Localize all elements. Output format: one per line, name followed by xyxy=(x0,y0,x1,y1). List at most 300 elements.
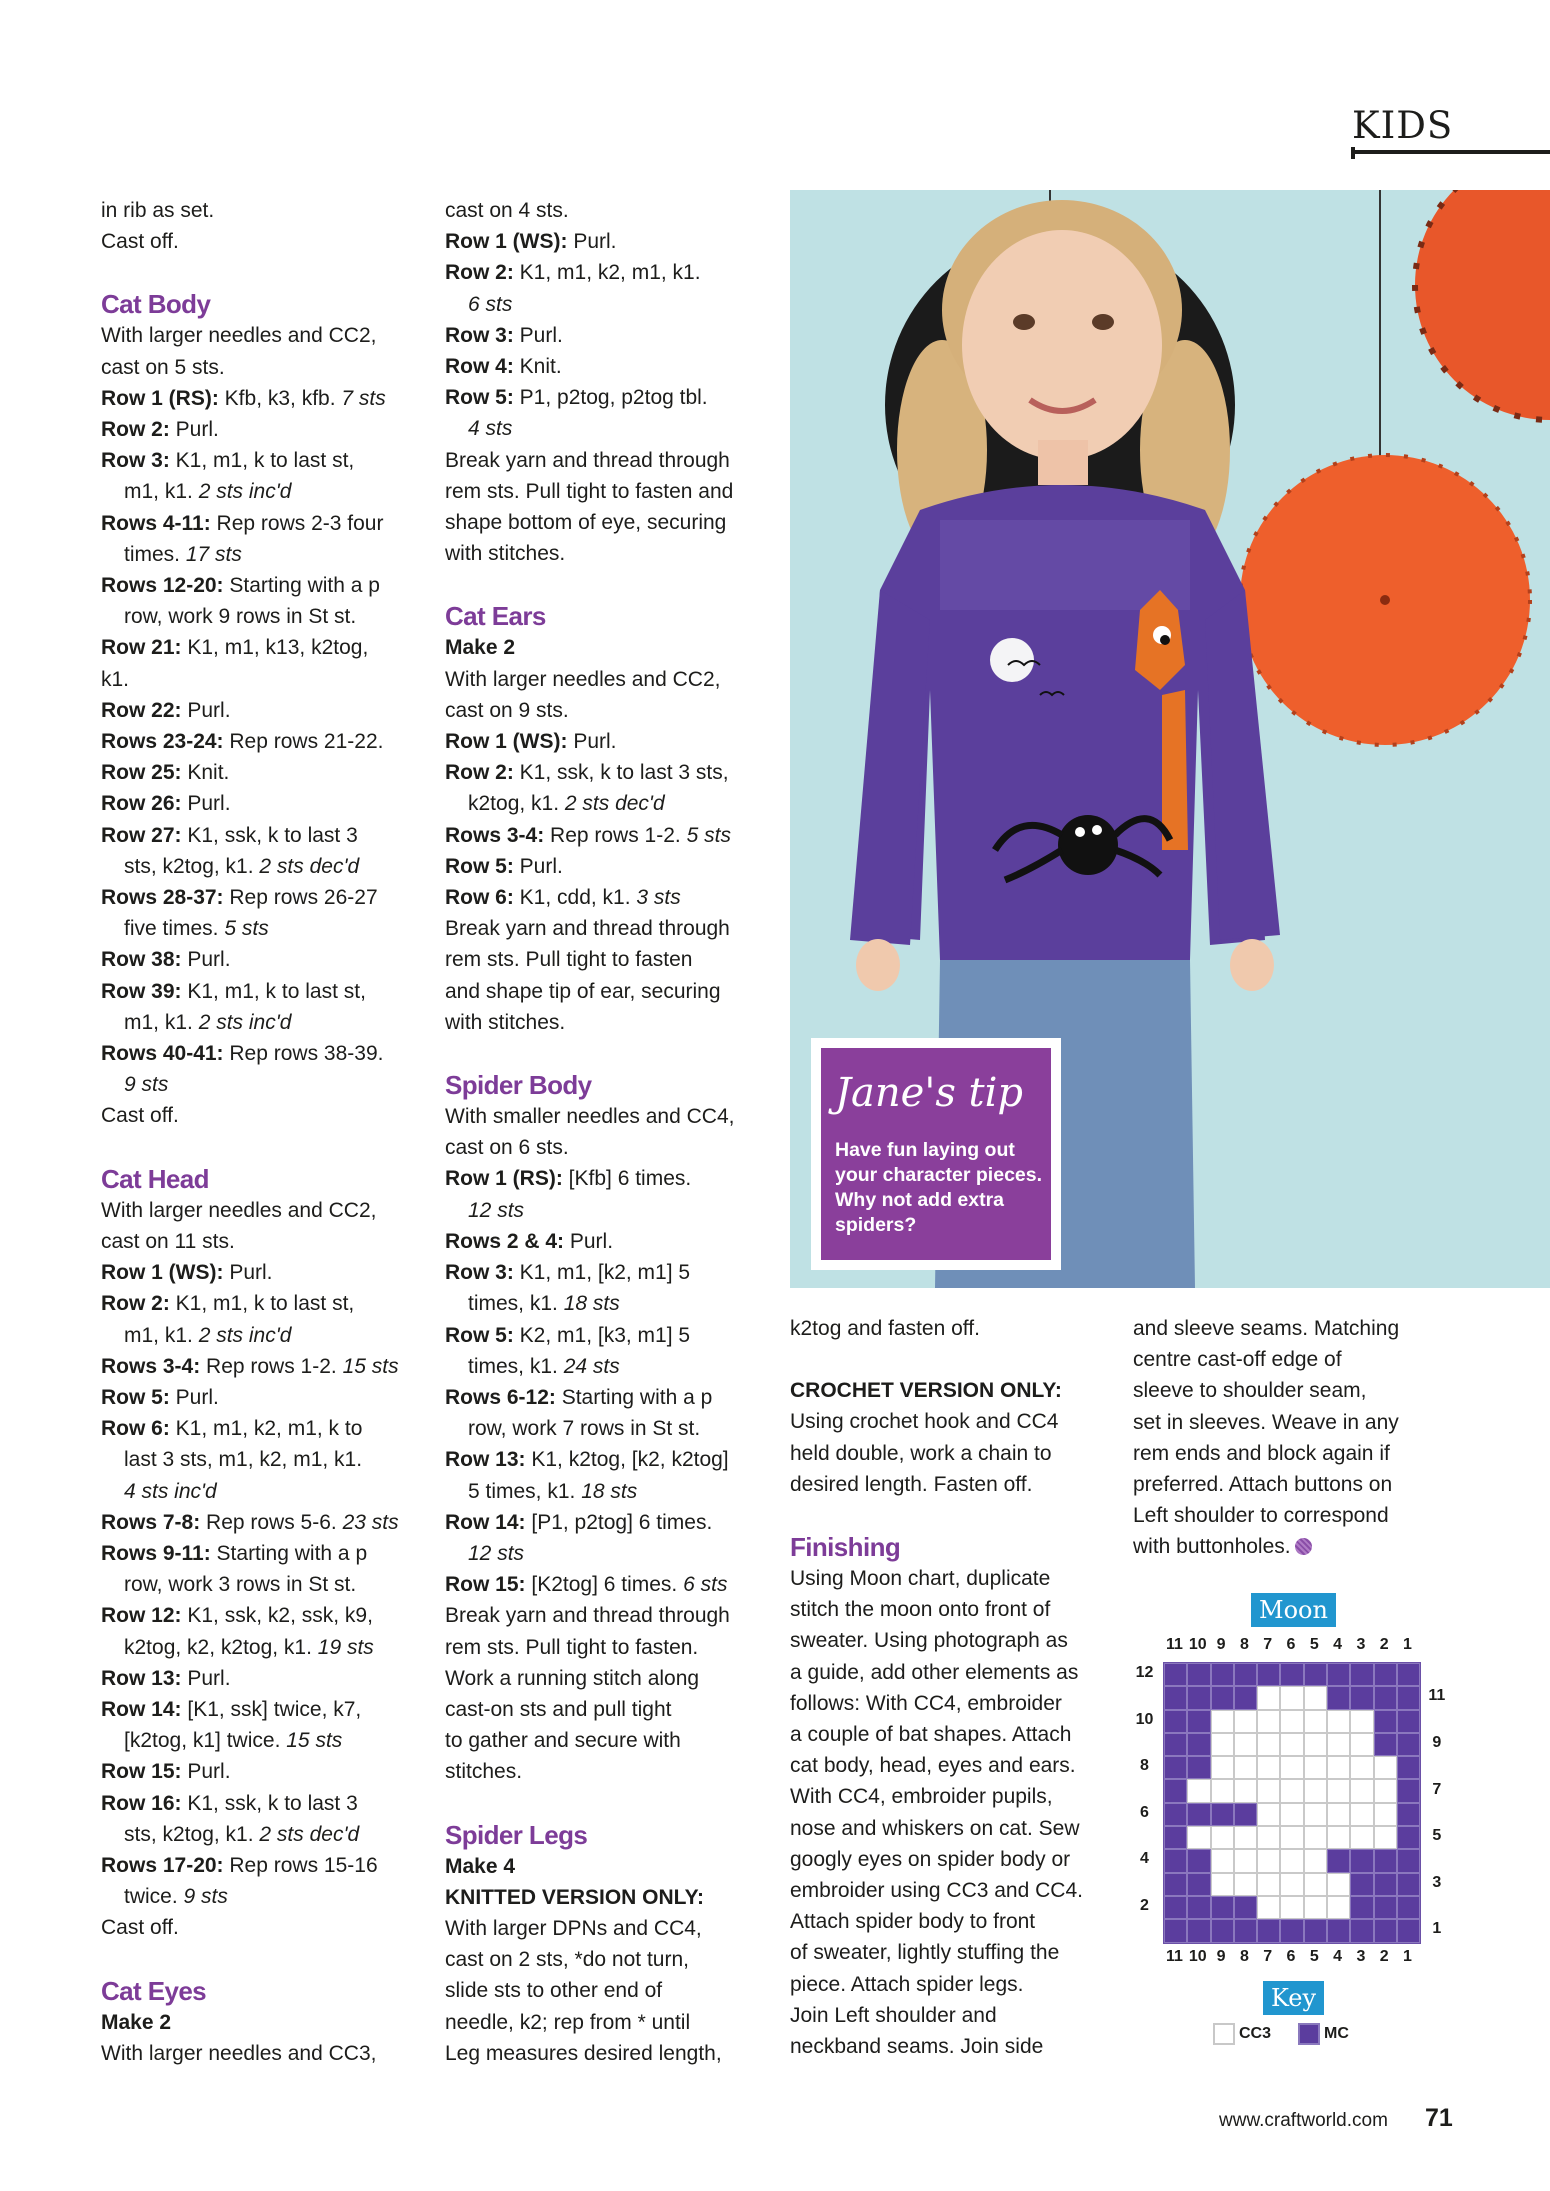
instruction-line xyxy=(790,2000,1120,2031)
row-label: Row 3: xyxy=(445,323,520,347)
chart-cell-r10-c8 xyxy=(1234,1710,1257,1733)
instruction-line xyxy=(101,352,421,383)
chart-cell-r10-c6 xyxy=(1280,1710,1303,1733)
face xyxy=(962,230,1162,460)
instruction-line xyxy=(445,1382,775,1413)
instruction-line xyxy=(101,1788,421,1819)
instruction-text: cat body, head, eyes and ears. xyxy=(790,1754,1076,1778)
section-rule-tick xyxy=(1351,147,1355,159)
instruction-line xyxy=(445,1975,775,2006)
column-4 xyxy=(1133,1313,1453,1563)
chart-cell-r7-c3 xyxy=(1350,1779,1373,1802)
chart-cell-r10-c11 xyxy=(1164,1710,1187,1733)
instruction-line xyxy=(101,1007,421,1038)
instruction-text: Purl. xyxy=(573,230,617,254)
row-label: Row 16: xyxy=(101,1791,188,1815)
tip-panel xyxy=(821,1048,1051,1260)
chart-cell-r1-c10 xyxy=(1187,1919,1210,1942)
chart-cell-r6-c8 xyxy=(1234,1803,1257,1826)
instruction-line xyxy=(445,2038,775,2069)
instruction-text: K1, ssk, k to last 3 xyxy=(187,823,358,847)
instruction-line xyxy=(101,1288,421,1319)
chart-cell-r9-c9 xyxy=(1211,1733,1234,1756)
stitch-count: 18 sts xyxy=(581,1479,638,1503)
instruction-line xyxy=(445,1444,775,1475)
chart-cell-r12-c4 xyxy=(1327,1663,1350,1686)
instruction-line xyxy=(445,476,775,507)
row-label: Row 5: xyxy=(445,386,520,410)
instruction-text: times, k1. xyxy=(468,1292,564,1316)
stitch-count: 7 sts xyxy=(341,386,386,410)
instruction-text: rem sts. Pull tight to fasten. xyxy=(445,1635,699,1659)
chart-cell-r8-c11 xyxy=(1164,1756,1187,1779)
instruction-line xyxy=(445,195,775,226)
instruction-text: shape bottom of eye, securing xyxy=(445,511,727,535)
row-label-right: 11 xyxy=(1428,1687,1446,1705)
instruction-line xyxy=(445,1600,775,1631)
row-label: Row 2: xyxy=(445,761,520,785)
instruction-text: sleeve to shoulder seam, xyxy=(1133,1379,1367,1403)
chart-cell-r4-c11 xyxy=(1164,1849,1187,1872)
column-label-top: 11 xyxy=(1166,1636,1183,1653)
instruction-line xyxy=(445,289,775,320)
row-label-right: 9 xyxy=(1432,1733,1442,1751)
instruction-text: m1, k1. xyxy=(124,1010,199,1034)
instruction-line xyxy=(101,1756,421,1787)
row-label: Row 3: xyxy=(445,1261,520,1285)
stitch-count: 2 sts inc'd xyxy=(198,1010,292,1034)
chart-cell-r1-c5 xyxy=(1304,1919,1327,1942)
row-label: Row 2: xyxy=(101,418,176,442)
row-label: Row 4: xyxy=(445,355,520,379)
instruction-text: Purl. xyxy=(187,948,231,972)
column-label-bottom: 7 xyxy=(1263,1947,1273,1965)
chart-cell-r7-c4 xyxy=(1327,1779,1350,1802)
instruction-line xyxy=(445,1632,775,1663)
chart-cell-r8-c6 xyxy=(1280,1756,1303,1779)
instruction-text: follows: With CC4, embroider xyxy=(790,1691,1062,1715)
instruction-text: [Kfb] 6 times. xyxy=(568,1167,692,1191)
instruction-line xyxy=(101,1725,421,1756)
tip-body: Have fun laying out your character pieces. Why not add extra spiders? xyxy=(835,1139,1043,1236)
right-eye xyxy=(1092,314,1114,330)
column-label-top: 10 xyxy=(1188,1636,1207,1653)
section-heading: Cat Body xyxy=(101,289,211,320)
instruction-text: Rep rows 38-39. xyxy=(229,1042,384,1066)
instruction-text: With larger needles and CC3, xyxy=(101,2041,377,2065)
chart-cell-r1-c8 xyxy=(1234,1919,1257,1942)
chart-cell-r2-c2 xyxy=(1374,1896,1397,1919)
chart-cell-r3-c1 xyxy=(1397,1873,1420,1896)
instruction-line xyxy=(445,226,775,257)
row-label-left: 6 xyxy=(1140,1803,1149,1821)
instruction-text: cast on 2 sts, *do not turn, xyxy=(445,1948,689,1972)
instruction-text: set in sleeves. Weave in any xyxy=(1133,1410,1399,1434)
instruction-line xyxy=(445,1226,775,1257)
chart-cell-r3-c7 xyxy=(1257,1873,1280,1896)
instruction-text: Purl. xyxy=(187,698,231,722)
row-label: Rows 28-37: xyxy=(101,886,230,910)
chart-cell-r7-c10 xyxy=(1187,1779,1210,1802)
instruction-line xyxy=(445,1944,775,1975)
chart-cell-r5-c10 xyxy=(1187,1826,1210,1849)
instruction-line xyxy=(445,1163,775,1194)
row-label-left: 8 xyxy=(1140,1757,1149,1775)
instruction-line xyxy=(445,1288,775,1319)
chart-cell-r12-c3 xyxy=(1350,1663,1373,1686)
instruction-line xyxy=(790,1594,1120,1625)
instruction-text: With larger needles and CC2, xyxy=(101,324,377,348)
instruction-text: K1, m1, [k2, m1] 5 xyxy=(519,1261,691,1285)
chart-cell-r9-c10 xyxy=(1187,1733,1210,1756)
instruction-text: Purl. xyxy=(573,730,617,754)
row-label: Row 2: xyxy=(101,1292,176,1316)
chart-cell-r2-c6 xyxy=(1280,1896,1303,1919)
chart-cell-r5-c5 xyxy=(1304,1826,1327,1849)
stitch-count: 12 sts xyxy=(468,1541,525,1565)
chart-cell-r4-c5 xyxy=(1304,1849,1327,1872)
instruction-text: embroider using CC3 and CC4. xyxy=(790,1879,1083,1903)
chart-cell-r9-c2 xyxy=(1374,1733,1397,1756)
instruction-line xyxy=(790,1688,1120,1719)
stitch-count: 19 sts xyxy=(317,1635,374,1659)
row-label-left: 10 xyxy=(1135,1710,1154,1728)
row-label-right: 3 xyxy=(1432,1873,1442,1891)
tip-title: Jane's tip xyxy=(835,1070,1024,1116)
instruction-text: nose and whiskers on cat. Sew xyxy=(790,1816,1080,1840)
chart-cell-r5-c4 xyxy=(1327,1826,1350,1849)
instruction-line xyxy=(101,508,421,539)
instruction-line xyxy=(445,320,775,351)
chart-cell-r3-c11 xyxy=(1164,1873,1187,1896)
row-label-left: 12 xyxy=(1135,1664,1154,1681)
instruction-line xyxy=(445,695,775,726)
column-label-bottom: 5 xyxy=(1309,1947,1319,1965)
chart-cell-r12-c9 xyxy=(1211,1663,1234,1686)
instruction-text: Attach spider body to front xyxy=(790,1910,1036,1934)
chart-cell-r7-c11 xyxy=(1164,1779,1187,1802)
instruction-line xyxy=(445,664,775,695)
section-heading: Cat Eyes xyxy=(101,1975,207,2006)
instruction-text: K1, ssk, k2, ssk, k9, xyxy=(187,1604,373,1628)
row-label: Row 21: xyxy=(101,636,188,660)
instruction-text: Break yarn and thread through xyxy=(445,917,730,941)
instruction-text: Knit. xyxy=(187,761,230,785)
instruction-text: held double, work a chain to xyxy=(790,1441,1052,1465)
orange-paper-fan-middle xyxy=(1240,455,1530,745)
instruction-text: Rep rows 5-6. xyxy=(206,1510,343,1534)
chart-cell-r4-c8 xyxy=(1234,1849,1257,1872)
instruction-line xyxy=(1133,1375,1453,1406)
instruction-text: [K2tog] 6 times. xyxy=(531,1573,684,1597)
row-label: Row 38: xyxy=(101,948,188,972)
instruction-line xyxy=(101,414,421,445)
legend-item-mc xyxy=(1298,2023,1349,2045)
instruction-text: a couple of bat shapes. Attach xyxy=(790,1723,1072,1747)
instruction-line xyxy=(1133,1407,1453,1438)
instruction-text: Join Left shoulder and xyxy=(790,2003,997,2027)
chart-cell-r1-c7 xyxy=(1257,1919,1280,1942)
chart-cell-r3-c9 xyxy=(1211,1873,1234,1896)
instruction-text: with buttonholes. xyxy=(1133,1535,1291,1559)
instruction-text: twice. xyxy=(124,1885,184,1909)
instruction-line xyxy=(101,1881,421,1912)
chart-cell-r3-c3 xyxy=(1350,1873,1373,1896)
instruction-line xyxy=(790,1969,1120,2000)
chart-cell-r9-c3 xyxy=(1350,1733,1373,1756)
stitch-count: 9 sts xyxy=(183,1885,228,1909)
row-label: Row 2: xyxy=(445,261,520,285)
chart-cell-r3-c10 xyxy=(1187,1873,1210,1896)
row-label: Row 1 (WS): xyxy=(101,1261,230,1285)
column-2 xyxy=(445,195,775,2069)
instruction-line xyxy=(101,1100,421,1131)
chart-cell-r9-c7 xyxy=(1257,1733,1280,1756)
chart-cell-r5-c2 xyxy=(1374,1826,1397,1849)
instruction-text: stitch the moon onto front of xyxy=(790,1598,1051,1622)
chart-cell-r12-c1 xyxy=(1397,1663,1420,1686)
instruction-text: desired length. Fasten off. xyxy=(790,1472,1033,1496)
chart-cell-r1-c9 xyxy=(1211,1919,1234,1942)
chart-cell-r3-c6 xyxy=(1280,1873,1303,1896)
chart-cell-r7-c8 xyxy=(1234,1779,1257,1802)
instruction-line xyxy=(445,1725,775,1756)
instruction-line xyxy=(1133,1500,1453,1531)
instruction-text: last 3 sts, m1, k2, m1, k1. xyxy=(124,1448,363,1472)
instruction-line xyxy=(445,1851,775,1882)
yarn-ball-icon xyxy=(1295,1538,1312,1555)
instruction-text: and sleeve seams. Matching xyxy=(1133,1317,1400,1340)
chart-cell-r5-c11 xyxy=(1164,1826,1187,1849)
instruction-text: Leg measures desired length, xyxy=(445,2041,722,2065)
stitch-count: 2 sts dec'd xyxy=(259,854,360,878)
instruction-line xyxy=(445,1320,775,1351)
footer-url[interactable]: www.craftworld.com xyxy=(1219,2110,1388,2131)
instruction-line xyxy=(790,1438,1120,1469)
instruction-line xyxy=(445,1882,775,1913)
instruction-line xyxy=(101,1069,421,1100)
instruction-line xyxy=(101,1476,421,1507)
instruction-line xyxy=(101,1538,421,1569)
chart-cell-r6-c3 xyxy=(1350,1803,1373,1826)
instruction-text: Purl. xyxy=(175,418,219,442)
instruction-text: of sweater, lightly stuffing the xyxy=(790,1941,1060,1965)
instruction-line xyxy=(790,1781,1120,1812)
instruction-line xyxy=(445,351,775,382)
instruction-text: Rep rows 26-27 xyxy=(229,886,378,910)
chart-cell-r8-c8 xyxy=(1234,1756,1257,1779)
stitch-count: 6 sts xyxy=(468,292,513,316)
chart-cell-r7-c2 xyxy=(1374,1779,1397,1802)
stitch-count: 2 sts inc'd xyxy=(198,1323,292,1347)
chart-cell-r11-c11 xyxy=(1164,1686,1187,1709)
instruction-line xyxy=(790,1906,1120,1937)
instruction-line xyxy=(101,851,421,882)
chart-cell-r3-c4 xyxy=(1327,1873,1350,1896)
chart-cell-r5-c3 xyxy=(1350,1826,1373,1849)
chart-cell-r12-c11 xyxy=(1164,1663,1187,1686)
section-heading: Cat Head xyxy=(101,1163,209,1194)
instruction-line xyxy=(101,1257,421,1288)
sweater-yoke-shading xyxy=(940,520,1190,610)
instruction-text: K1, m1, k to last st, xyxy=(187,979,366,1003)
instruction-line xyxy=(445,1351,775,1382)
instruction-line xyxy=(101,1195,421,1226)
instruction-text: needle, k2; rep from * until xyxy=(445,2010,691,2034)
instruction-line xyxy=(101,226,421,257)
row-label: Rows 7-8: xyxy=(101,1510,207,1534)
chart-cell-r2-c10 xyxy=(1187,1896,1210,1919)
chart-cell-r11-c3 xyxy=(1350,1686,1373,1709)
instruction-text: to gather and secure with xyxy=(445,1729,681,1753)
column-label-top: 4 xyxy=(1333,1636,1343,1653)
stitch-count: 9 sts xyxy=(124,1073,169,1097)
stitch-count: 5 sts xyxy=(686,823,731,847)
instruction-text: [P1, p2tog] 6 times. xyxy=(531,1510,713,1534)
instruction-text: Starting with a p xyxy=(216,1541,368,1565)
instruction-line xyxy=(445,976,775,1007)
stitch-count: 5 sts xyxy=(224,917,269,941)
legend-label: CC3 xyxy=(1239,2025,1272,2042)
chart-cell-r6-c11 xyxy=(1164,1803,1187,1826)
stitch-count: 2 sts dec'd xyxy=(259,1822,360,1846)
left-hand xyxy=(856,939,900,991)
instruction-text: Using Moon chart, duplicate xyxy=(790,1567,1051,1591)
instruction-line xyxy=(445,1913,775,1944)
page-number: 71 xyxy=(1425,2104,1453,2132)
instruction-line xyxy=(790,1719,1120,1750)
instruction-text: [k2tog, k1] twice. xyxy=(124,1729,287,1753)
chart-cell-r8-c10 xyxy=(1187,1756,1210,1779)
section-heading: Cat Ears xyxy=(445,601,546,632)
chart-cell-r1-c11 xyxy=(1164,1919,1187,1942)
instruction-text: [K1, ssk] twice, k7, xyxy=(187,1697,362,1721)
chart-cell-r12-c7 xyxy=(1257,1663,1280,1686)
instruction-line xyxy=(445,913,775,944)
instruction-text: cast on 5 sts. xyxy=(101,355,225,379)
legend-item-cc3 xyxy=(1213,2023,1271,2045)
instruction-line xyxy=(101,570,421,601)
row-label: Rows 3-4: xyxy=(101,1354,207,1378)
instruction-line xyxy=(1133,1313,1453,1344)
chart-cell-r11-c9 xyxy=(1211,1686,1234,1709)
instruction-line xyxy=(445,820,775,851)
chart-cell-r11-c4 xyxy=(1327,1686,1350,1709)
instruction-line xyxy=(790,1469,1120,1500)
instruction-line xyxy=(445,1476,775,1507)
chart-cell-r6-c2 xyxy=(1374,1803,1397,1826)
row-label-left: 4 xyxy=(1140,1850,1149,1868)
legend-swatch-cc3 xyxy=(1213,2023,1235,2045)
chart-cell-r5-c7 xyxy=(1257,1826,1280,1849)
chart-cell-r11-c10 xyxy=(1187,1686,1210,1709)
instruction-line xyxy=(445,726,775,757)
instruction-text: sts, k2tog, k1. xyxy=(124,1822,260,1846)
instruction-line xyxy=(790,1937,1120,1968)
stitch-count: 2 sts inc'd xyxy=(198,480,292,504)
row-label-left: 2 xyxy=(1140,1897,1149,1914)
instruction-text: cast on 11 sts. xyxy=(101,1229,235,1253)
chart-cell-r10-c2 xyxy=(1374,1710,1397,1733)
column-label-bottom: 1 xyxy=(1403,1947,1412,1965)
instruction-line xyxy=(445,788,775,819)
instruction-line xyxy=(445,1132,775,1163)
instruction-line xyxy=(445,1663,775,1694)
instruction-line xyxy=(101,695,421,726)
instruction-line xyxy=(101,445,421,476)
instruction-line xyxy=(101,195,421,226)
column-label-bottom: 11 xyxy=(1166,1947,1183,1965)
instruction-line xyxy=(445,413,775,444)
instruction-line xyxy=(101,539,421,570)
instruction-line xyxy=(790,1563,1120,1594)
row-label: Row 26: xyxy=(101,792,188,816)
chart-cell-r12-c2 xyxy=(1374,1663,1397,1686)
instruction-line xyxy=(101,820,421,851)
chart-cell-r2-c5 xyxy=(1304,1896,1327,1919)
instruction-line xyxy=(101,1912,421,1943)
row-label: Row 6: xyxy=(445,886,520,910)
column-label-top: 3 xyxy=(1356,1636,1366,1653)
instruction-text: Purl. xyxy=(229,1261,273,1285)
instruction-text: k2tog, k1. xyxy=(468,792,565,816)
chart-cell-r5-c8 xyxy=(1234,1826,1257,1849)
instruction-text: with stitches. xyxy=(445,1010,566,1034)
chart-cell-r7-c7 xyxy=(1257,1779,1280,1802)
instruction-text: Break yarn and thread through xyxy=(445,448,730,472)
instruction-text: a guide, add other elements as xyxy=(790,1660,1079,1684)
instruction-line xyxy=(445,1756,775,1787)
row-label: Row 13: xyxy=(101,1666,188,1690)
stitch-count: 15 sts xyxy=(286,1729,343,1753)
instruction-text: cast on 4 sts. xyxy=(445,199,569,222)
instruction-line xyxy=(101,1226,421,1257)
instruction-text: with stitches. xyxy=(445,542,566,566)
legend-swatch-mc xyxy=(1298,2023,1320,2045)
instruction-line xyxy=(101,1351,421,1382)
chart-cell-r6-c4 xyxy=(1327,1803,1350,1826)
chart-cell-r11-c5 xyxy=(1304,1686,1327,1709)
chart-cell-r3-c5 xyxy=(1304,1873,1327,1896)
column-label-top: 8 xyxy=(1239,1636,1249,1653)
instruction-line xyxy=(445,757,775,788)
instruction-text: With smaller needles and CC4, xyxy=(445,1105,735,1129)
left-eye xyxy=(1013,314,1035,330)
column-3 xyxy=(790,1313,1120,2062)
instruction-text: K1, ssk, k to last 3 sts, xyxy=(519,761,729,785)
instruction-text: Starting with a p xyxy=(561,1385,713,1409)
instruction-text: With larger needles and CC2, xyxy=(101,1198,377,1222)
instruction-line xyxy=(445,1101,775,1132)
instruction-text: row, work 3 rows in St st. xyxy=(124,1573,357,1597)
section-heading: Finishing xyxy=(790,1532,901,1563)
instruction-line xyxy=(101,882,421,913)
column-label-top: 5 xyxy=(1309,1636,1319,1653)
chart-cell-r7-c1 xyxy=(1397,1779,1420,1802)
instruction-text: Rep rows 21-22. xyxy=(229,730,384,754)
instruction-line xyxy=(101,1694,421,1725)
chart-cell-r12-c6 xyxy=(1280,1663,1303,1686)
instruction-text: Knit. xyxy=(519,355,562,379)
chart-cell-r6-c9 xyxy=(1211,1803,1234,1826)
row-label: Row 5: xyxy=(445,854,520,878)
row-label: Make 2 xyxy=(101,2010,172,2034)
instruction-line xyxy=(445,632,775,663)
instruction-text: Rep rows 2-3 four xyxy=(216,511,384,535)
instruction-text: Starting with a p xyxy=(229,574,380,598)
instruction-text: m1, k1. xyxy=(124,1323,199,1347)
row-label: Row 3: xyxy=(101,449,176,473)
